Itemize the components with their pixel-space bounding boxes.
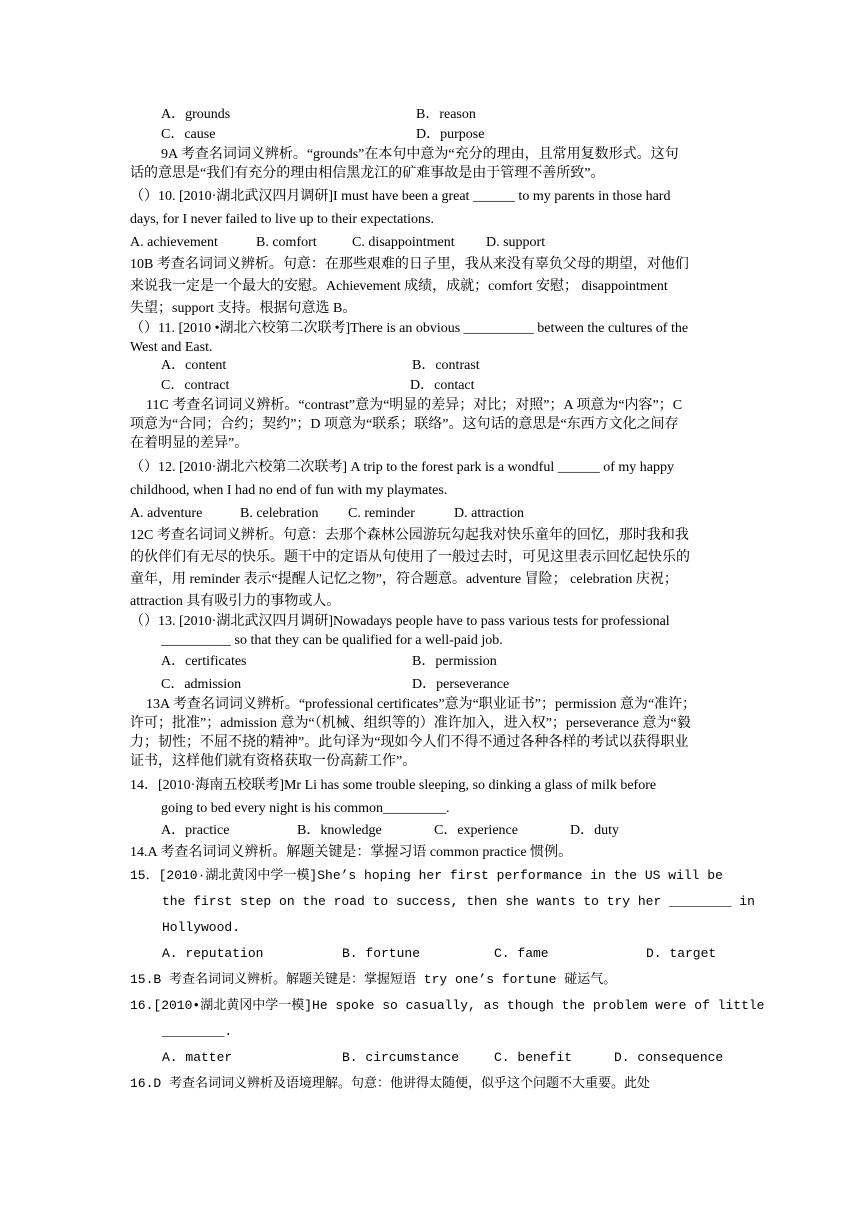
q13-answer-line-1: 13A 考查名词词义辨析。“professional certificates”意为“职业证书”；permission 意为“准许； <box>146 697 697 712</box>
q12-stem-line-1: （）12. [2010·湖北六校第二次联考] A trip to the forest park is a wondful ______ of my happy <box>130 460 674 475</box>
q15-stem-line-2: the first step on the road to success, then she wants to try her ________ in <box>162 894 755 909</box>
q11-answer-line-1: 11C 考查名词词义辨析。“contrast”意为“明显的差异；对比；对照”；A 项意为“内容”；C <box>146 398 683 413</box>
q11-option-c: C．contract <box>161 378 230 393</box>
q16-stem-line-2: ________. <box>162 1024 233 1039</box>
q11-option-a: A．content <box>161 358 227 373</box>
q16-answer-line-1: 16.D 考查名词词义辨析及语境理解。句意：他讲得太随便，似乎这个问题不大重要。此处 <box>130 1076 651 1091</box>
q9-option-b: B．reason <box>416 107 476 122</box>
q10-option-a: A. achievement <box>130 235 218 250</box>
q12-option-d: D. attraction <box>454 506 524 521</box>
q15-option-a: A. reputation <box>162 946 264 961</box>
q12-answer-line-2: 的伙伴们有无尽的快乐。题干中的定语从句使用了一般过去时，可见这里表示回忆起快乐的 <box>130 550 690 565</box>
q14-option-b: B．knowledge <box>297 823 382 838</box>
q9-option-c: C．cause <box>161 127 216 142</box>
q11-option-d: D．contact <box>410 378 475 393</box>
q15-stem-line-3: Hollywood. <box>162 920 241 935</box>
q15-stem-line-1: 15．[2010·湖北黄冈中学一模]She’s hoping her first performance in the US will be <box>130 868 723 883</box>
q16-option-c: C. benefit <box>494 1050 573 1065</box>
q16-option-a: A. matter <box>162 1050 233 1065</box>
q13-option-a: A．certificates <box>161 654 247 669</box>
q9-option-a: A．grounds <box>161 107 231 122</box>
q10-option-b: B. comfort <box>256 235 317 250</box>
q15-option-c: C. fame <box>494 946 549 961</box>
q10-option-c: C. disappointment <box>352 235 455 250</box>
q14-answer: 14.A 考查名词词义辨析。解题关键是：掌握习语 common practice 惯例。 <box>130 845 573 860</box>
q12-option-a: A. adventure <box>130 506 203 521</box>
q15-option-d: D. target <box>646 946 717 961</box>
q12-answer-line-3: 童年，用 reminder 表示“提醒人记忆之物”，符合题意。adventure 冒险； celebration 庆祝； <box>130 572 678 587</box>
q12-option-c: C. reminder <box>348 506 415 521</box>
q13-answer-line-3: 力；韧性；不屈不挠的精神”。此句译为“现如今人们不得不通过各种各样的考试以获得职业 <box>130 735 689 750</box>
q10-answer-line-3: 失望；support 支持。根据句意选 B。 <box>130 301 357 316</box>
q12-answer-line-4: attraction 具有吸引力的事物或人。 <box>130 594 341 609</box>
q11-answer-line-2: 项意为“合同；合约；契约”；D 项意为“联系；联络”。这句话的意思是“东西方文化之间存 <box>130 417 679 432</box>
q13-option-d: D．perseverance <box>412 677 510 692</box>
q10-stem-line-2: days, for I never failed to live up to their expectations. <box>130 212 435 227</box>
q11-option-b: B．contrast <box>412 358 480 373</box>
q12-stem-line-2: childhood, when I had no end of fun with my playmates. <box>130 483 448 498</box>
q16-option-b: B. circumstance <box>342 1050 460 1065</box>
q12-option-b: B. celebration <box>240 506 319 521</box>
q13-option-c: C．admission <box>161 677 242 692</box>
q16-stem-line-1: 16.[2010•湖北黄冈中学一模]He spoke so casually, as though the problem were of little <box>130 998 765 1013</box>
q13-answer-line-2: 许可；批准”；admission 意为“（机械、组织等的）准许加入，进入权”；perseverance 意为“毅 <box>130 716 691 731</box>
q13-stem-line-2: __________ so that they can be qualified for a well-paid job. <box>161 633 503 648</box>
q10-stem-line-1: （）10. [2010·湖北武汉四月调研]I must have been a great ______ to my parents in those hard <box>130 189 671 204</box>
q14-option-a: A．practice <box>161 823 230 838</box>
q9-answer-line-1: 9A 考查名词词义辨析。“grounds”在本句中意为“充分的理由，且常用复数形式。这句 <box>161 147 679 162</box>
q11-stem-line-1: （）11. [2010 •湖北六校第二次联考]There is an obvious __________ between the cultures of the <box>130 321 689 336</box>
q13-answer-line-4: 证书，这样他们就有资格获取一份高薪工作”。 <box>130 754 417 769</box>
q16-option-d: D. consequence <box>614 1050 724 1065</box>
q9-answer-line-2: 话的意思是“我们有充分的理由相信黑龙江的矿难事故是由于管理不善所致”。 <box>130 166 605 181</box>
q14-stem-line-1: 14．[2010·海南五校联考]Mr Li has some trouble sleeping, so dinking a glass of milk before <box>130 778 657 793</box>
q11-stem-line-2: West and East. <box>130 340 213 355</box>
q10-answer-line-2: 来说我一定是一个最大的安慰。Achievement 成绩，成就；comfort 安慰； disappointment <box>130 279 668 294</box>
q10-option-d: D. support <box>486 235 546 250</box>
q15-answer: 15.B 考查名词词义辨析。解题关键是：掌握短语 try one’s fortune 碰运气。 <box>130 972 617 987</box>
q14-stem-line-2: going to bed every night is his common_________. <box>161 801 450 816</box>
q14-option-c: C．experience <box>434 823 518 838</box>
q13-option-b: B．permission <box>412 654 497 669</box>
q9-option-d: D．purpose <box>416 127 485 142</box>
q15-option-b: B. fortune <box>342 946 421 961</box>
q10-answer-line-1: 10B 考查名词词义辨析。句意：在那些艰难的日子里，我从来没有辜负父母的期望，对他们 <box>130 257 689 272</box>
q13-stem-line-1: （）13. [2010·湖北武汉四月调研]Nowadays people have to pass various tests for professional <box>130 614 670 629</box>
q14-option-d: D．duty <box>570 823 619 838</box>
q11-answer-line-3: 在着明显的差异”。 <box>130 436 249 451</box>
q12-answer-line-1: 12C 考查名词词义辨析。句意：去那个森林公园游玩勾起我对快乐童年的回忆，那时我和我 <box>130 528 689 543</box>
